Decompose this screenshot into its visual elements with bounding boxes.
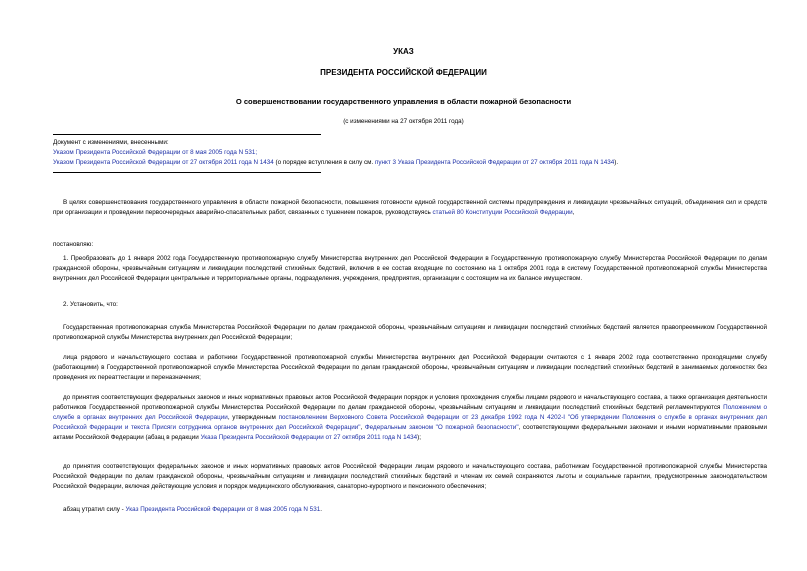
changes-mid-text: (о порядке вступления в силу см. [273, 159, 375, 166]
paragraph-5-text-a: до принятия соответствующих федеральных законов и иных нормативных правовых актов Российской Федерации порядок и условия прохождения службы лицами рядового и начальствующего состава, а также организация деятельности работников Государственной противопожарной службы Министерства Российской Федерации по делам гражданской обороны, чрезвычайным ситуациям и ликвидации последствий стихийных бедствий регламентируются [53, 394, 767, 411]
link-ukaz-1434-redakciya[interactable]: Указа Президента Российской Федерации от 27 октября 2011 года N 1434 [200, 434, 418, 441]
paragraph-7-text: абзац утратил силу - [63, 506, 126, 513]
link-ukaz-531-2005[interactable]: Указом Президента Российской Федерации от 8 мая 2005 года N 531; [53, 149, 258, 156]
document-title: О совершенствовании государственного управления в области пожарной безопасности [235, 97, 572, 106]
paragraph-4 [53, 353, 767, 383]
amendment-date: (с изменениями на 27 октября 2011 года) [343, 118, 464, 125]
link-postanovlenie-4202-1[interactable]: постановлением Верховного Совета Российской Федерации от 23 декабря 1992 года N 4202-I "Об утверждении Положения о службе в органах внутренних дел Российской Федерации и текста Присяги сотрудника органов внутренних дел Российской Федерации" [53, 414, 767, 431]
changes-block [53, 138, 767, 168]
paragraph-6-text: до принятия соответствующих федеральных законов и иных нормативных правовых актов Российской Федерации лицам рядового и начальствующего состава, работникам Государственной противопожарной службы Министерства Российской Федерации по делам гражданской обороны, чрезвычайным ситуациям и ликвидации последствий стихийных бедствий и членам их семей сохраняются льготы и социальные гарантии, предусмотренные законодательством Российской Федерации, включая действующие условия и порядок медицинского обслуживания, санаторно-курортного и пенсионного обеспечения; [53, 463, 767, 490]
paragraph-1-text: 1. Преобразовать до 1 января 2002 года Государственную противопожарную службу Министерства внутренних дел Российской Федерации в Государственную противопожарную службу Министерства Российской Федерации по делам гражданской обороны, чрезвычайным ситуациям и ликвидации последствий стихийных бедствий, включив в ее состав входящие по состоянию на 1 октября 2001 года в систему Государственной противопожарной службы Министерства внутренних дел Российской Федерации центральные и территориальные органы, подразделения, учреждения, предприятия, организации с состоящим на их балансе имуществом. [53, 255, 767, 282]
paragraph-3 [53, 323, 767, 343]
divider-bottom [53, 172, 321, 173]
paragraph-2 [53, 300, 767, 310]
paragraph-6 [53, 462, 767, 492]
link-constitution-art80[interactable]: статьей 80 Конституции Российской Федерации [432, 209, 573, 216]
paragraph-5 [53, 393, 767, 443]
link-ukaz-531-utratil[interactable]: Указ Президента Российской Федерации от 8 мая 2005 года N 531 [125, 506, 321, 513]
preamble-end: , [572, 209, 575, 216]
decree-heading: УКАЗ [393, 47, 414, 56]
link-ukaz-1434-2011[interactable]: Указом Президента Российской Федерации от 27 октября 2011 года N 1434 [53, 159, 274, 166]
link-ukaz-1434-point3[interactable]: пункт 3 Указа Президента Российской Федерации от 27 октября 2011 года N 1434 [374, 159, 615, 166]
link-fz-pozharnaya-bezopasnost[interactable]: Федеральным законом "О пожарной безопасности" [364, 424, 519, 431]
paragraph-5-text-c: , [360, 424, 365, 431]
divider-top [53, 134, 321, 135]
paragraph-7-end: . [320, 506, 322, 513]
decree-issuer: ПРЕЗИДЕНТА РОССИЙСКОЙ ФЕДЕРАЦИИ [320, 68, 487, 77]
paragraph-3-text: Государственная противопожарная служба Министерства Российской Федерации по делам гражданской обороны, чрезвычайным ситуациям и ликвидации последствий стихийных бедствий является правопреемником Государственной противопожарной службы Министерства внутренних дел Российской Федерации; [53, 324, 767, 341]
link-polozhenie-o-sluzhbe[interactable]: Положением о службе в органах внутренних дел Российской Федерации [53, 404, 767, 421]
paragraph-1 [53, 254, 767, 284]
changes-intro: Документ с изменениями, внесенными: [53, 139, 169, 146]
paragraph-preamble [53, 198, 767, 218]
paragraph-5-text-b: , утвержденным [227, 414, 279, 421]
preamble-text: В целях совершенствования государственного управления в области пожарной безопасности, повышения готовности единой государственной системы предупреждения и ликвидации чрезвычайных ситуаций, объединения сил и средств при организации и проведении первоочередных аварийно-спасательных работ, связанных с тушением пожаров, руководствуясь [53, 199, 767, 216]
paragraph-postanovlyayu: постановляю: [53, 241, 94, 248]
paragraph-7 [53, 505, 767, 515]
changes-end-text: ). [614, 159, 619, 166]
paragraph-2-text: 2. Установить, что: [63, 301, 118, 308]
paragraph-5-text-d: , соответствующими федеральными законами и иными нормативными правовыми актами Российской Федерации (абзац в редакции [53, 424, 768, 441]
paragraph-5-text-e: ); [417, 434, 421, 441]
paragraph-4-text: лица рядового и начальствующего состава и работники Государственной противопожарной службы Министерства внутренних дел Российской Федерации считаются с 1 января 2002 года соответственно проходящими службу (работающими) в Государственной противопожарной службе Министерства Российской Федерации по делам гражданской обороны, чрезвычайным ситуациям и ликвидации последствий стихийных бедствий в занимаемых должностях без проведения их переаттестации и переназначения; [53, 354, 767, 381]
